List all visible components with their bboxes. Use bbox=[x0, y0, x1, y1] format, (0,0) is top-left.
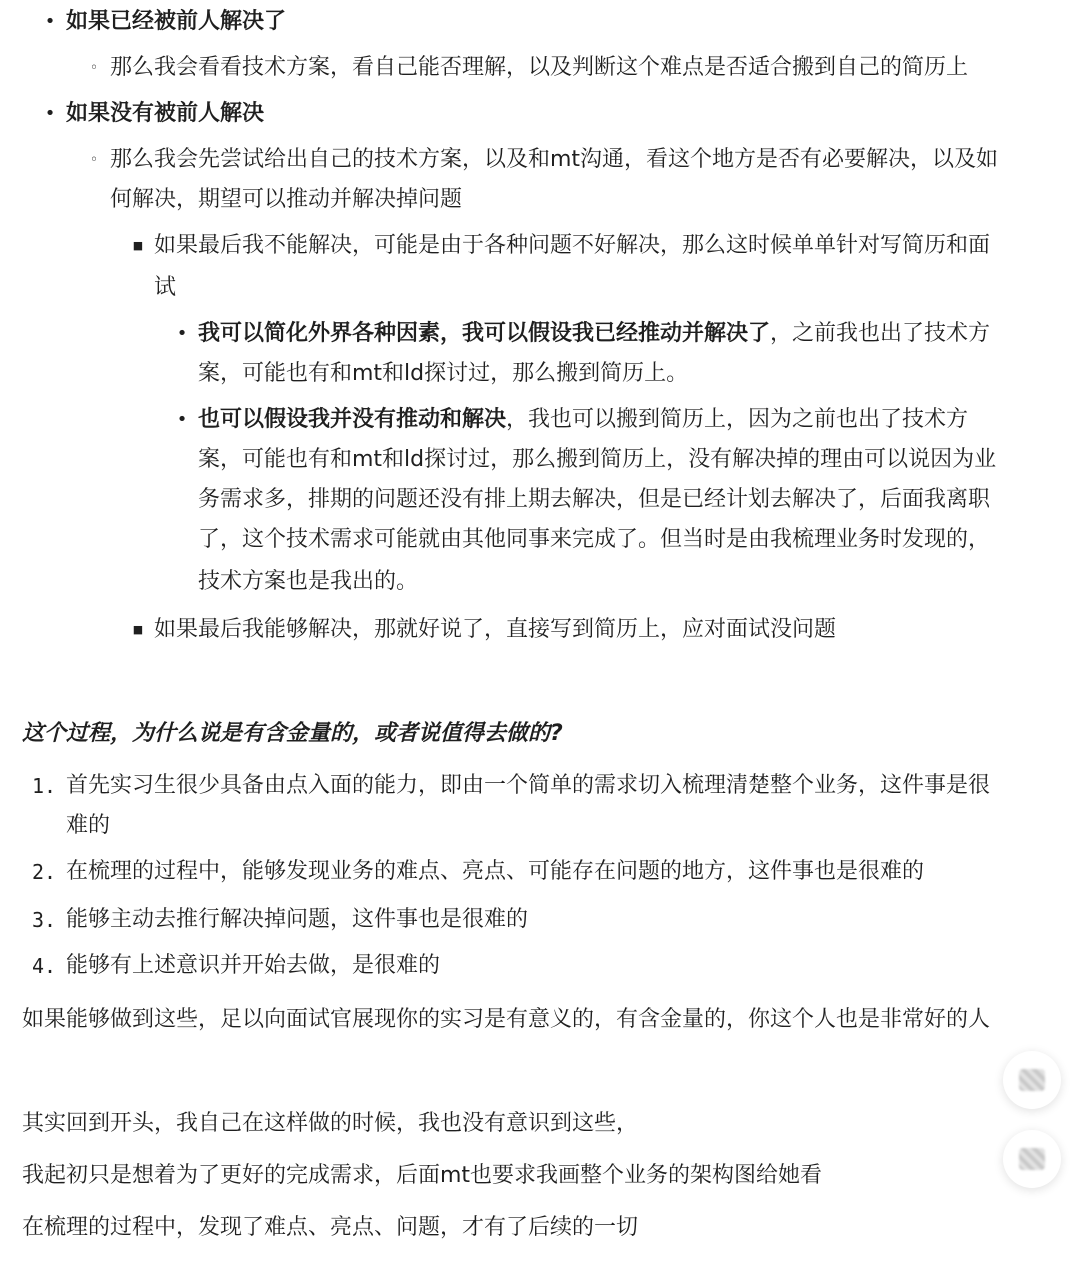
list-number: 3. bbox=[32, 908, 57, 932]
section-question: 这个过程，为什么说是有含金量的，或者说值得去做的? bbox=[22, 721, 563, 746]
numbered-item-2: 在梳理的过程中，能够发现业务的难点、亮点、可能存在问题的地方，这件事也是很难的 bbox=[66, 859, 925, 884]
ending-paragraph-1: 其实回到开头，我自己在这样做的时候，我也没有意识到这些， bbox=[22, 1111, 639, 1136]
numbered-item-3: 能够主动去推行解决掉问题，这件事也是很难的 bbox=[66, 907, 529, 932]
assume-solved-emphasis: 我可以简化外界各种因素，我可以假设我已经推动并解决了 bbox=[198, 321, 771, 346]
list-item-unsolved: 如果没有被前人解决 bbox=[66, 101, 265, 126]
blurred-comment-icon bbox=[1019, 1148, 1045, 1170]
list-item-assume-unsolved-cont-2: 务需求多，排期的问题还没有排上期去解决，但是已经计划去解决了，后面我离职 bbox=[198, 487, 991, 512]
bullet-icon: • bbox=[176, 323, 188, 344]
ending-paragraph-3: 在梳理的过程中，发现了难点、亮点、问题，才有了后续的一切 bbox=[22, 1215, 639, 1240]
list-item-cannot-solve-cont: 试 bbox=[154, 275, 177, 300]
list-item-assume-unsolved bbox=[198, 400, 968, 440]
list-item-can-solve: 如果最后我能够解决，那就好说了，直接写到简历上，应对面试没问题 bbox=[154, 617, 837, 642]
list-item-cannot-solve: 如果最后我不能解决，可能是由于各种问题不好解决，那么这时候单单针对写简历和面 bbox=[154, 233, 991, 258]
summary-paragraph: 如果能够做到这些，足以向面试官展现你的实习是有意义的，有含金量的，你这个人也是非常好的人 bbox=[22, 1007, 991, 1032]
hollow-bullet-icon: ◦ bbox=[89, 60, 99, 76]
floating-action-button-top[interactable] bbox=[1003, 1051, 1061, 1109]
list-item-unsolved-detail: 那么我会先尝试给出自己的技术方案，以及和mt沟通，看这个地方是否有必要解决，以及如 bbox=[110, 147, 999, 172]
hollow-bullet-icon: ◦ bbox=[89, 152, 99, 168]
list-item-assume-unsolved-cont-1: 案，可能也有和mt和ld探讨过，那么搬到简历上，没有解决掉的理由可以说因为业 bbox=[198, 447, 997, 472]
bullet-icon: • bbox=[44, 11, 56, 32]
assume-solved-text: ，之前我也出了技术方 bbox=[770, 321, 991, 346]
numbered-item-1-cont: 难的 bbox=[66, 813, 111, 838]
list-item-unsolved-detail-cont: 何解决，期望可以推动并解决掉问题 bbox=[110, 187, 463, 212]
bullet-icon: • bbox=[176, 409, 188, 430]
assume-unsolved-text: ，我也可以搬到简历上，因为之前也出了技术方 bbox=[506, 407, 969, 432]
list-item-solved-detail: 那么我会看看技术方案，看自己能否理解，以及判断这个难点是否适合搬到自己的简历上 bbox=[110, 55, 969, 80]
list-item-assume-unsolved-cont-3: 了，这个技术需求可能就由其他同事来完成了。但当时是由我梳理业务时发现的， bbox=[198, 527, 991, 552]
list-item-solved: 如果已经被前人解决了 bbox=[66, 9, 287, 34]
list-number: 4. bbox=[32, 954, 57, 978]
list-number: 1. bbox=[32, 774, 57, 798]
list-item-assume-unsolved-cont-4: 技术方案也是我出的。 bbox=[198, 569, 419, 594]
blurred-avatar-icon bbox=[1019, 1069, 1045, 1091]
list-number: 2. bbox=[32, 860, 57, 884]
numbered-item-1: 首先实习生很少具备由点入面的能力，即由一个简单的需求切入梳理清楚整个业务，这件事是很 bbox=[66, 773, 991, 798]
ending-paragraph-2: 我起初只是想着为了更好的完成需求，后面mt也要求我画整个业务的架构图给她看 bbox=[22, 1163, 823, 1188]
list-item-assume-solved bbox=[198, 314, 990, 354]
numbered-item-4: 能够有上述意识并开始去做，是很难的 bbox=[66, 953, 441, 978]
bullet-icon: • bbox=[44, 103, 56, 124]
list-item-assume-solved-cont: 案，可能也有和mt和ld探讨过，那么搬到简历上。 bbox=[198, 361, 689, 386]
floating-action-button-bottom[interactable] bbox=[1003, 1130, 1061, 1188]
square-bullet-icon: ■ bbox=[132, 239, 144, 252]
square-bullet-icon: ■ bbox=[132, 623, 144, 636]
assume-unsolved-emphasis: 也可以假设我并没有推动和解决 bbox=[198, 407, 507, 432]
